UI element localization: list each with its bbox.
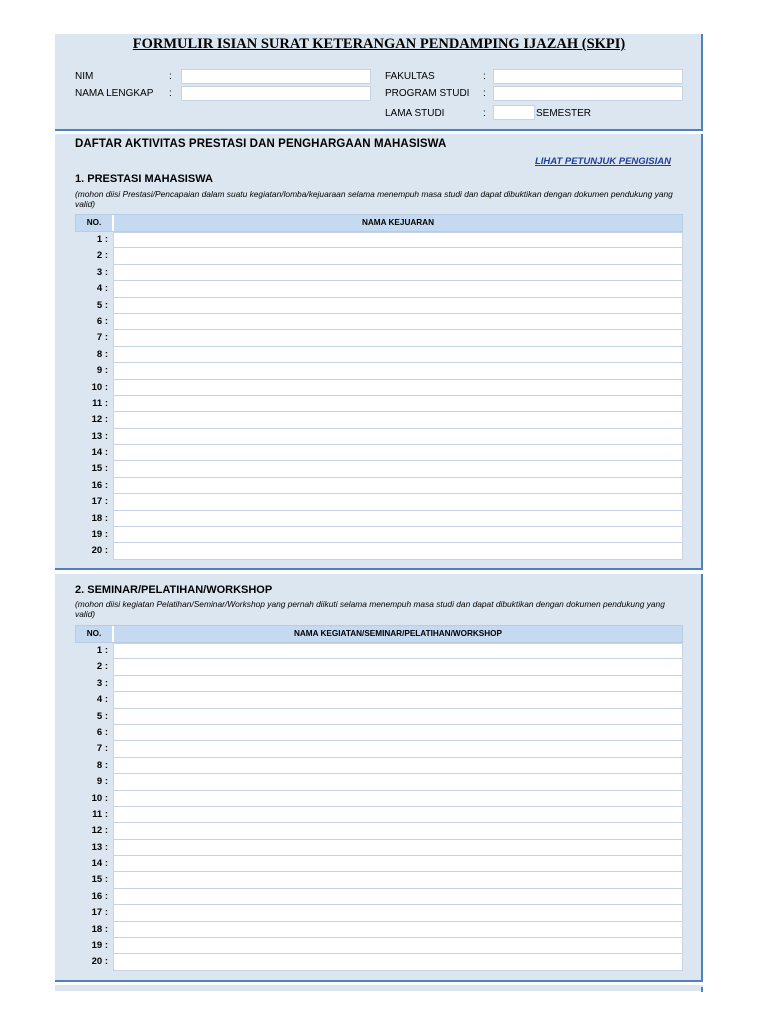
row-number: 12 : xyxy=(91,825,108,837)
row-number: 5 : xyxy=(96,710,108,722)
program-studi-label: PROGRAM STUDI xyxy=(385,88,470,99)
entry-field[interactable] xyxy=(113,412,683,428)
row-number: 15 : xyxy=(91,874,108,886)
table-row xyxy=(75,807,683,823)
seminar-note: (mohon diisi kegiatan Pelatihan/Seminar/Workshop yang pernah diikuti selama menempuh masa studi dan dapat dibuktikan dengan dokumen pendukung yang valid) xyxy=(75,599,665,619)
entry-field[interactable] xyxy=(113,643,683,659)
table-body xyxy=(75,643,683,971)
row-number: 1 : xyxy=(96,645,108,656)
column-header-name: NAMA KEGIATAN/SEMINAR/PELATIHAN/WORKSHOP xyxy=(293,629,502,638)
row-number: 5 : xyxy=(96,299,108,311)
entry-field[interactable] xyxy=(113,429,683,445)
entry-field[interactable] xyxy=(113,543,683,559)
table-row xyxy=(75,938,683,954)
prestasi-table xyxy=(75,214,683,560)
table-row xyxy=(75,511,683,527)
row-number: 1 : xyxy=(96,234,108,245)
row-number: 13 : xyxy=(91,841,108,853)
nim-label: NIM xyxy=(75,71,94,82)
row-number: 3 : xyxy=(96,266,108,278)
table-row xyxy=(75,412,683,428)
table-row xyxy=(75,314,683,330)
table-row xyxy=(75,709,683,725)
row-number: 6 : xyxy=(96,315,108,327)
table-row xyxy=(75,872,683,888)
entry-field[interactable] xyxy=(113,872,683,888)
entry-field[interactable] xyxy=(113,922,683,938)
entry-field[interactable] xyxy=(113,823,683,839)
row-number: 11 : xyxy=(92,397,108,409)
row-number: 9 : xyxy=(96,365,108,377)
entry-field[interactable] xyxy=(113,363,683,379)
prestasi-note: (mohon diisi Prestasi/Pencapaian dalam suatu kegiatan/lomba/kejuaraan selama menempuh masa studi dan dapat dibuktikan dengan dokumen pendukung yang valid) xyxy=(75,189,673,209)
table-row xyxy=(75,889,683,905)
row-number: 4 : xyxy=(96,694,108,706)
row-number: 7 : xyxy=(96,332,108,344)
lama-studi-label: LAMA STUDI xyxy=(385,108,445,119)
row-number: 14 : xyxy=(91,447,108,459)
table-row xyxy=(75,543,683,559)
table-row xyxy=(75,643,683,659)
row-number: 2 : xyxy=(96,250,108,262)
table-row xyxy=(75,396,683,412)
table-row xyxy=(75,725,683,741)
table-row xyxy=(75,692,683,708)
fakultas-label: FAKULTAS xyxy=(385,71,435,82)
entry-field[interactable] xyxy=(113,396,683,412)
row-number: 3 : xyxy=(96,677,108,689)
table-row xyxy=(75,840,683,856)
table-row xyxy=(75,429,683,445)
column-header-no: NO. xyxy=(76,626,114,642)
prestasi-subheading: 1. PRESTASI MAHASISWA xyxy=(75,173,213,185)
row-number: 20 : xyxy=(91,545,108,557)
table-row xyxy=(75,281,683,297)
nama-lengkap-label: NAMA LENGKAP xyxy=(75,88,154,99)
table-row xyxy=(75,347,683,363)
column-header-no: NO. xyxy=(76,215,114,231)
table-row xyxy=(75,478,683,494)
lama-studi-colon: : xyxy=(483,108,486,119)
seminar-table xyxy=(75,625,683,971)
entry-field[interactable] xyxy=(113,494,683,510)
entry-field[interactable] xyxy=(113,232,683,248)
seminar-subheading: 2. SEMINAR/PELATIHAN/WORKSHOP xyxy=(75,584,273,596)
entry-field[interactable] xyxy=(113,659,683,675)
column-header-name: NAMA KEJUARAN xyxy=(361,218,435,227)
table-row xyxy=(75,676,683,692)
table-row xyxy=(75,741,683,757)
row-number: 14 : xyxy=(91,858,108,870)
entry-field[interactable] xyxy=(113,709,683,725)
row-number: 12 : xyxy=(91,414,108,426)
table-row xyxy=(75,774,683,790)
fakultas-field[interactable] xyxy=(493,69,683,84)
table-row xyxy=(75,265,683,281)
row-number: 18 : xyxy=(91,923,108,935)
row-number: 20 : xyxy=(91,956,108,968)
table-row xyxy=(75,330,683,346)
row-number: 16 : xyxy=(91,479,108,491)
entry-field[interactable] xyxy=(113,840,683,856)
row-number: 16 : xyxy=(91,890,108,902)
table-header xyxy=(75,214,683,232)
row-number: 11 : xyxy=(92,808,108,820)
table-row xyxy=(75,823,683,839)
entry-field[interactable] xyxy=(113,347,683,363)
row-number: 4 : xyxy=(96,283,108,295)
nama-lengkap-field[interactable] xyxy=(181,86,371,101)
entry-field[interactable] xyxy=(113,889,683,905)
entry-field[interactable] xyxy=(113,676,683,692)
table-row xyxy=(75,527,683,543)
panel-border-tick xyxy=(701,987,703,992)
table-row xyxy=(75,954,683,970)
row-number: 10 : xyxy=(91,381,108,393)
entry-field[interactable] xyxy=(113,281,683,297)
fakultas-colon: : xyxy=(483,71,486,82)
row-number: 10 : xyxy=(91,792,108,804)
row-number: 17 : xyxy=(91,496,108,508)
section-heading: DAFTAR AKTIVITAS PRESTASI DAN PENGHARGAAN MAHASISWA xyxy=(75,138,447,150)
entry-field[interactable] xyxy=(113,774,683,790)
entry-field[interactable] xyxy=(113,298,683,314)
table-row xyxy=(75,922,683,938)
program-studi-field[interactable] xyxy=(493,86,683,101)
entry-field[interactable] xyxy=(113,758,683,774)
table-row xyxy=(75,856,683,872)
table-row xyxy=(75,461,683,477)
semester-label: SEMESTER xyxy=(536,108,592,119)
table-row xyxy=(75,445,683,461)
table-body xyxy=(75,232,683,560)
row-number: 8 : xyxy=(96,348,108,360)
table-row xyxy=(75,791,683,807)
entry-field[interactable] xyxy=(113,461,683,477)
table-row xyxy=(75,659,683,675)
nama-lengkap-colon: : xyxy=(169,88,172,99)
entry-field[interactable] xyxy=(113,807,683,823)
form-title: FORMULIR ISIAN SURAT KETERANGAN PENDAMPING IJAZAH (SKPI) xyxy=(132,36,626,52)
entry-field[interactable] xyxy=(113,791,683,807)
prestasi-panel xyxy=(55,134,703,570)
entry-field[interactable] xyxy=(113,725,683,741)
seminar-panel xyxy=(55,574,703,982)
table-row xyxy=(75,494,683,510)
table-row xyxy=(75,298,683,314)
row-number: 7 : xyxy=(96,743,108,755)
entry-field[interactable] xyxy=(113,692,683,708)
entry-field[interactable] xyxy=(113,445,683,461)
table-row xyxy=(75,380,683,396)
table-header xyxy=(75,625,683,643)
row-number: 15 : xyxy=(91,463,108,475)
program-studi-colon: : xyxy=(483,88,486,99)
row-number: 13 : xyxy=(91,430,108,442)
table-row xyxy=(75,905,683,921)
help-link[interactable]: LIHAT PETUNJUK PENGISIAN xyxy=(534,156,671,167)
entry-field[interactable] xyxy=(113,248,683,264)
entry-field[interactable] xyxy=(113,511,683,527)
entry-field[interactable] xyxy=(113,330,683,346)
next-panel-edge xyxy=(55,985,703,991)
row-number: 19 : xyxy=(91,529,108,541)
table-row xyxy=(75,758,683,774)
nim-field[interactable] xyxy=(181,69,371,84)
entry-field[interactable] xyxy=(113,265,683,281)
row-number: 9 : xyxy=(96,776,108,788)
entry-field[interactable] xyxy=(113,380,683,396)
lama-studi-field[interactable] xyxy=(493,105,535,120)
row-number: 19 : xyxy=(91,940,108,952)
header-panel xyxy=(55,34,703,131)
table-row xyxy=(75,363,683,379)
entry-field[interactable] xyxy=(113,478,683,494)
table-row xyxy=(75,232,683,248)
entry-field[interactable] xyxy=(113,905,683,921)
row-number: 8 : xyxy=(96,759,108,771)
entry-field[interactable] xyxy=(113,856,683,872)
row-number: 6 : xyxy=(96,726,108,738)
row-number: 2 : xyxy=(96,661,108,673)
entry-field[interactable] xyxy=(113,938,683,954)
nim-colon: : xyxy=(169,71,172,82)
entry-field[interactable] xyxy=(113,741,683,757)
entry-field[interactable] xyxy=(113,527,683,543)
entry-field[interactable] xyxy=(113,314,683,330)
row-number: 18 : xyxy=(91,512,108,524)
row-number: 17 : xyxy=(91,907,108,919)
entry-field[interactable] xyxy=(113,954,683,970)
table-row xyxy=(75,248,683,264)
